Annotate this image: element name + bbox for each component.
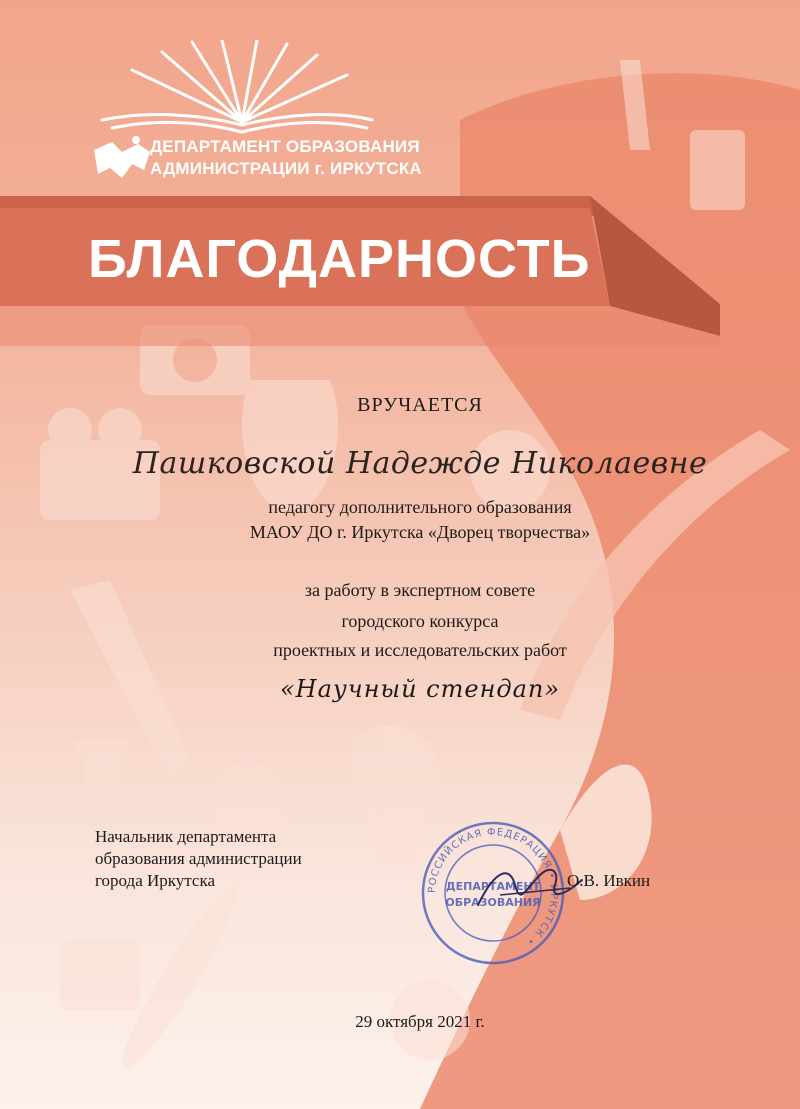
recipient-name: Пашковской Надежде Николаевне: [132, 446, 708, 481]
certificate-title: БЛАГОДАРНОСТЬ: [88, 229, 591, 289]
recipient-position: педагогу дополнительного образования: [268, 497, 572, 517]
department-name-line-2: АДМИНИСТРАЦИИ г. ИРКУТСКА: [150, 159, 422, 178]
reason-line-1: за работу в экспертном совете: [304, 580, 536, 600]
reason-line-2: городского конкурса: [341, 611, 499, 631]
stamp-center-line-2: ОБРАЗОВАНИЯ: [445, 896, 541, 909]
issue-date: 29 октября 2021 г.: [355, 1012, 485, 1031]
awarded-label: ВРУЧАЕТСЯ: [357, 394, 483, 416]
signer-title-line-3: города Иркутска: [95, 871, 216, 890]
signer-name: О.В. Ивкин: [567, 871, 651, 890]
signer-title-line-2: образования администрации: [95, 849, 302, 868]
ink-bottle-icon: [60, 940, 140, 1010]
department-name-line-1: ДЕПАРТАМЕНТ ОБРАЗОВАНИЯ: [150, 137, 420, 156]
signer-title-line-1: Начальник департамента: [95, 827, 277, 846]
contest-name: «Научный стендап»: [279, 675, 561, 703]
reason-line-3: проектных и исследовательских работ: [273, 640, 567, 660]
babr-emblem: [94, 142, 150, 178]
column-icon: [75, 740, 130, 800]
stamp-center-line-1: ДЕПАРТАМЕНТ: [445, 880, 541, 893]
recipient-organization: МАОУ ДО г. Иркутска «Дворец творчества»: [249, 522, 591, 542]
signer-title: [95, 826, 302, 892]
stamp-ring-text: РОССИЙСКАЯ ФЕДЕРАЦИЯ • ИРКУТСК •: [426, 826, 560, 948]
